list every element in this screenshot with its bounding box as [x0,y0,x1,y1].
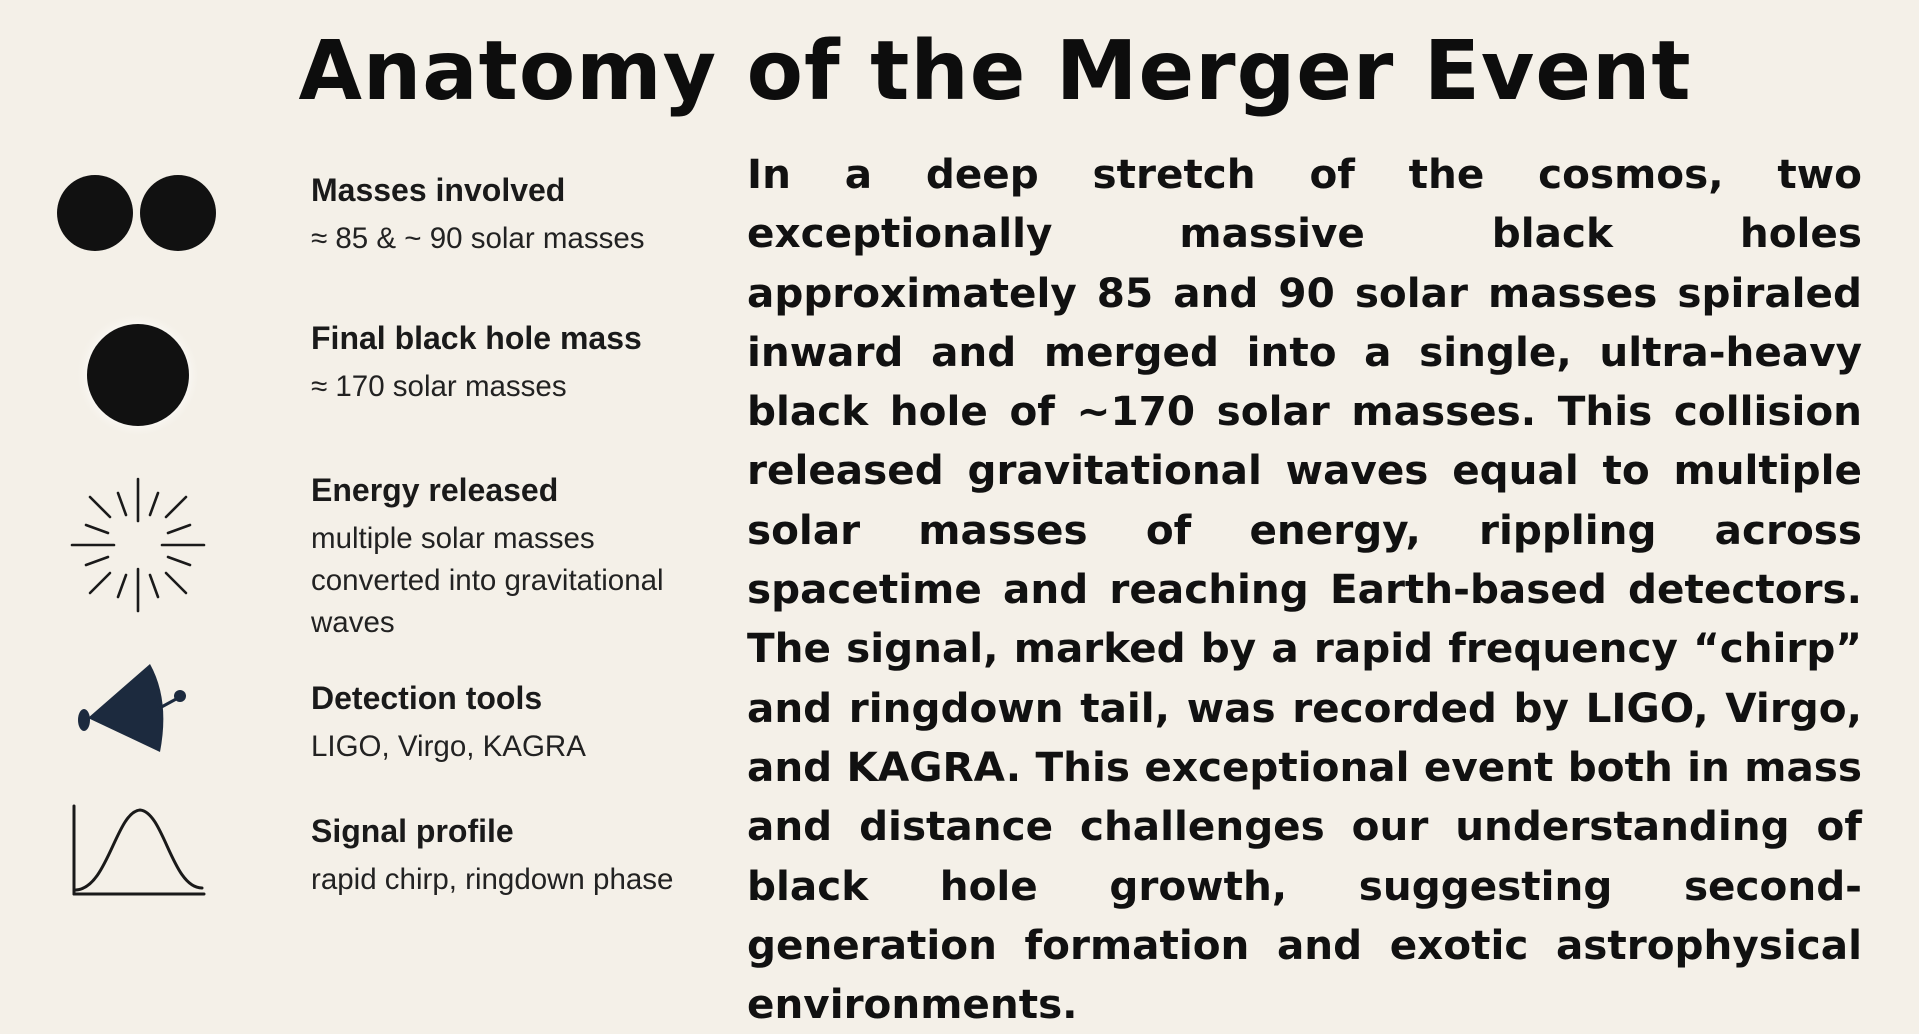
two-black-holes-icon [56,172,220,254]
narrative-paragraph: In a deep stretch of the cosmos, two exceptionally massive black holes approximately 85 and 90 solar masses spiraled inward and merged into a single, ultra-heavy black hole of ~170 solar masses. This collision released gravitational waves equal to multiple solar masses of energy, rippling across spacetime and reaching Earth-based detectors. The signal, marked by a rapid frequency “chirp” and ringdown tail, was recorded by LIGO, Virgo, and KAGRA. This exceptional event both in mass and distance challenges our understanding of black hole growth, suggesting second-generation formation and exotic astrophysical environments. [747,150,1862,1029]
fact-heading-signal: Signal profile [311,813,514,849]
fact-heading-masses: Masses involved [311,172,566,208]
fact-heading-detection: Detection tools [311,680,543,716]
single-black-hole-icon [74,311,202,439]
detector-dish-icon [74,656,190,756]
fact-text-final-mass: ≈ 170 solar masses [311,370,567,403]
fact-heading-energy: Energy released [311,472,559,508]
page-title: Anatomy of the Merger Event [298,24,1692,119]
signal-curve-icon [68,802,208,898]
fact-text-masses: ≈ 85 & ~ 90 solar masses [311,222,645,255]
fact-text-signal: rapid chirp, ringdown phase [311,863,674,896]
energy-burst-icon [68,475,208,615]
fact-text-detection: LIGO, Virgo, KAGRA [311,730,586,763]
fact-heading-final-mass: Final black hole mass [311,320,642,356]
fact-text-energy: multiple solar masses converted into gravitational waves [311,522,664,639]
